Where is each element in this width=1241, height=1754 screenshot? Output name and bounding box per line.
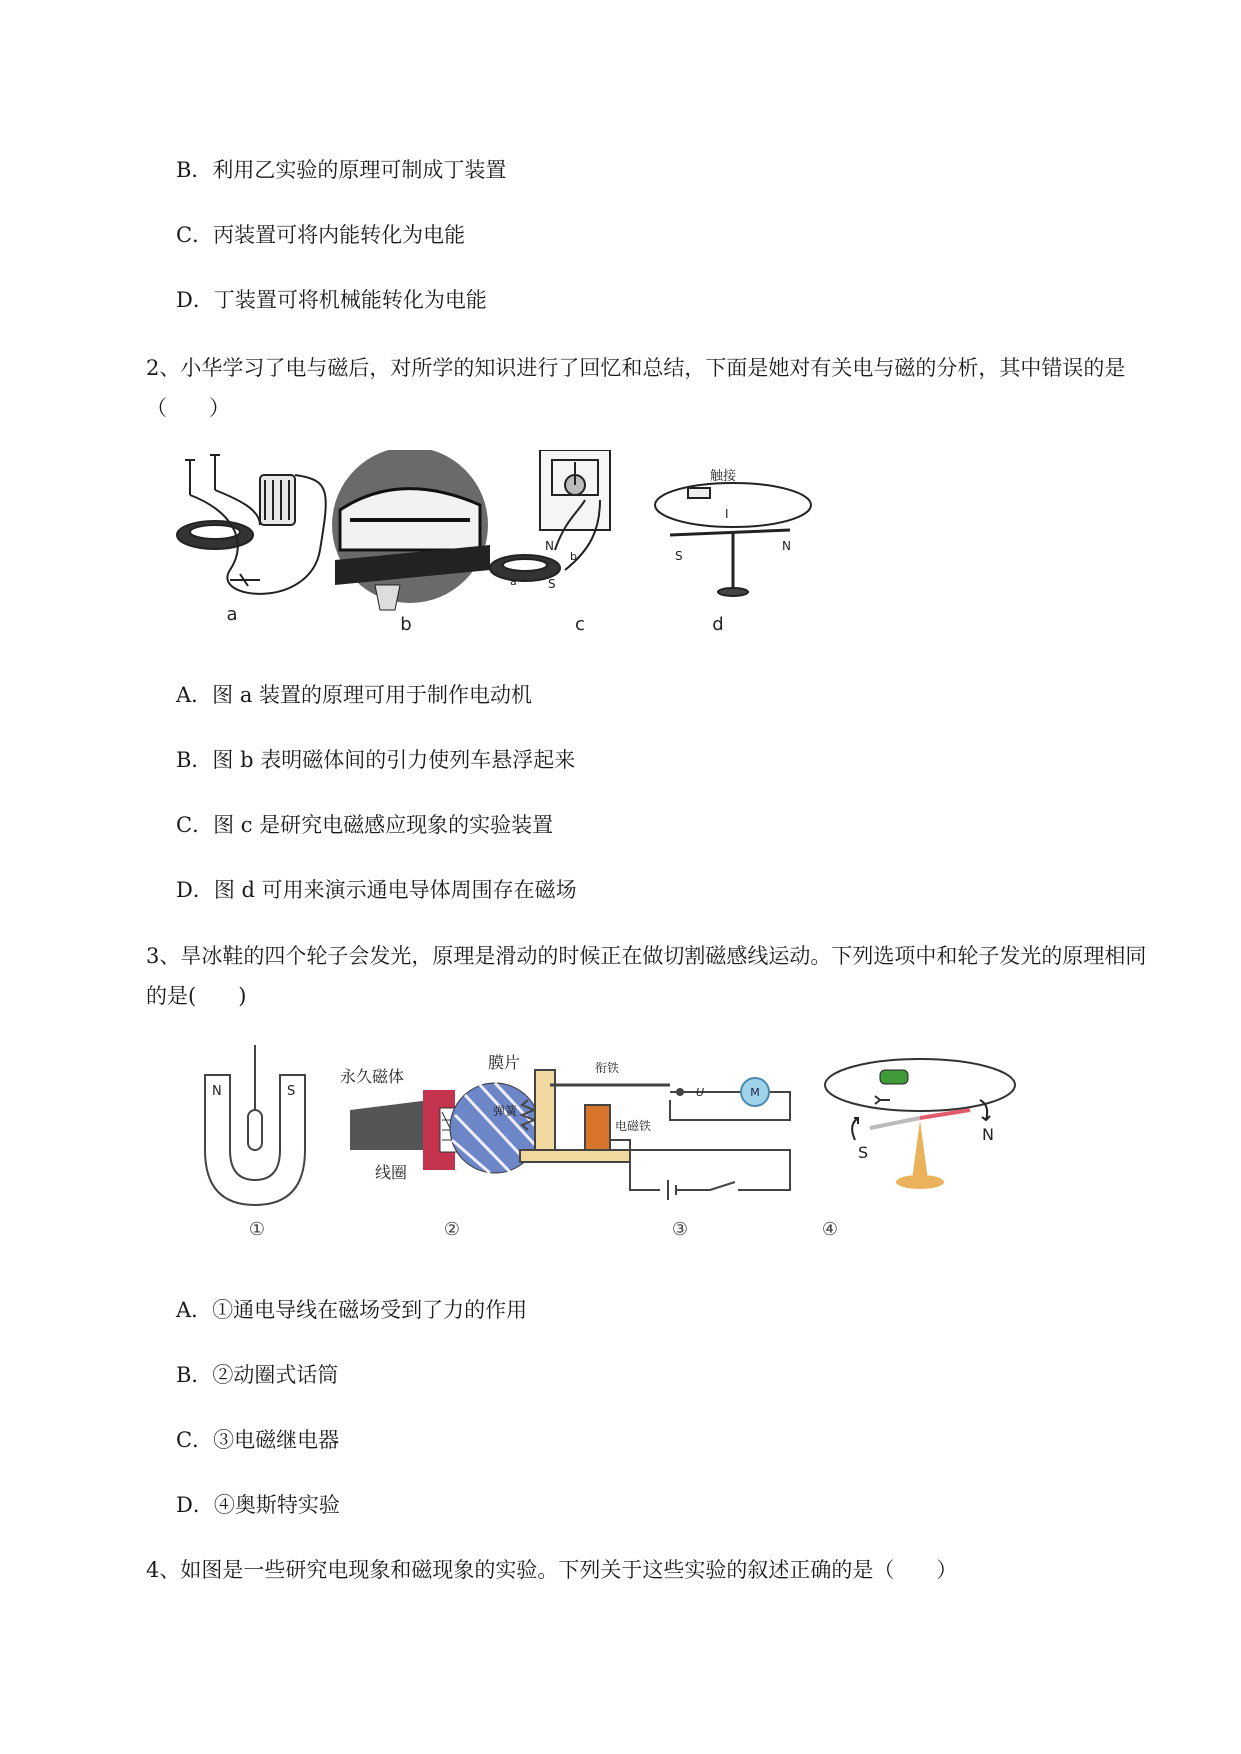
- figure-2-caption: ②: [443, 1219, 461, 1240]
- prev-option-c: C．丙装置可将内能转化为电能: [176, 223, 466, 247]
- prev-option-b: B．利用乙实验的原理可制成丁装置: [176, 158, 507, 182]
- figure-2-label-magnet: 永久磁体: [340, 1067, 405, 1086]
- figure-3-caption: ③: [671, 1219, 689, 1240]
- figure-c-caption: c: [575, 614, 585, 635]
- question-2-option-d: D．图 d 可用来演示通电导体周围存在磁场: [176, 878, 577, 902]
- question-3-option-b: B．②动圈式话筒: [176, 1363, 339, 1387]
- figure-c-label-b: b: [570, 550, 577, 563]
- figure-d-label-switch: 触接: [710, 469, 737, 484]
- figure-2-label-coil: 线圈: [375, 1163, 408, 1182]
- question-4-stem: 4、如图是一些研究电现象和磁现象的实验。下列关于这些实验的叙述正确的是（ ）: [146, 1558, 958, 1582]
- figure-3-label-spring: 弹簧: [493, 1104, 518, 1118]
- figure-d-label-s: S: [675, 549, 683, 563]
- figure-a-apparatus: [177, 455, 326, 594]
- figure-d-label-n: N: [782, 539, 791, 553]
- question-3-option-c: C．③电磁继电器: [176, 1428, 340, 1452]
- figure-4-label-n: N: [982, 1125, 994, 1144]
- figure-1-caption: ①: [248, 1219, 266, 1240]
- question-2-option-a: A．图 a 装置的原理可用于制作电动机: [176, 683, 533, 707]
- figure-d-caption: d: [712, 614, 724, 635]
- figure-b-caption: b: [400, 614, 412, 635]
- figure-2-label-diaphragm: 膜片: [488, 1053, 521, 1072]
- question-3-option-a: A．①通电导线在磁场受到了力的作用: [176, 1298, 528, 1322]
- figure-3-label-electromagnet: 电磁铁: [615, 1119, 652, 1133]
- figure-c-label-s: S: [548, 577, 556, 591]
- figure-3-label-u: U: [696, 1086, 705, 1099]
- figure-b-maglev-train: [332, 450, 490, 610]
- figure-1-u-magnet: [205, 1045, 305, 1205]
- question-2-stem: 2、小华学习了电与磁后，对所学的知识进行了回忆和总结，下面是她对有关电与磁的分析，其中错误的是（ ）: [146, 356, 1126, 420]
- figure-1-label-s: S: [287, 1084, 296, 1099]
- figure-4-oersted-experiment: [825, 1059, 1015, 1189]
- figure-4-caption: ④: [821, 1219, 839, 1240]
- figure-3-label-motor: M: [750, 1086, 760, 1099]
- figure-2-microphone: [350, 1083, 540, 1173]
- prev-option-d: D．丁装置可将机械能转化为电能: [176, 288, 487, 312]
- question-2-figure: [170, 450, 870, 650]
- figure-4-label-s: S: [858, 1143, 869, 1162]
- figure-c-label-n: N: [545, 539, 554, 553]
- question-3-figure: [190, 1040, 1060, 1250]
- question-3-stem: 3、旱冰鞋的四个轮子会发光，原理是滑动的时候正在做切割磁感线运动。下列选项中和轮子发光的原理相同的是( ): [146, 944, 1147, 1008]
- question-2-option-b: B．图 b 表明磁体间的引力使列车悬浮起来: [176, 748, 576, 772]
- figure-c-induction-apparatus: [490, 450, 610, 581]
- figure-1-label-n: N: [212, 1084, 222, 1099]
- question-2-option-c: C．图 c 是研究电磁感应现象的实验装置: [176, 813, 554, 837]
- figure-d-label-current: I: [725, 507, 729, 521]
- figure-3-label-armature: 衔铁: [595, 1061, 620, 1075]
- figure-c-label-a: a: [510, 575, 517, 588]
- question-3-option-d: D．④奥斯特实验: [176, 1493, 340, 1517]
- figure-a-caption: a: [226, 604, 238, 625]
